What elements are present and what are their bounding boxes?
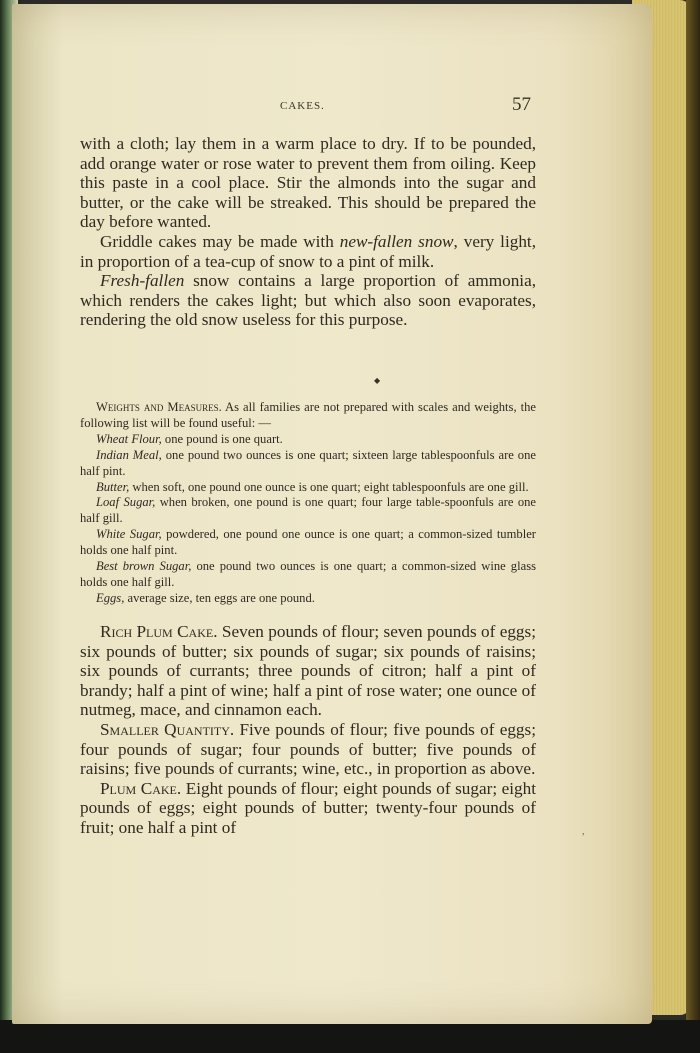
item-text: when soft, one pound one ounce is one quart; eight tablespoonfuls are one gill.	[129, 479, 529, 494]
paragraph-griddle-cakes	[80, 232, 536, 271]
recipe-text: Five pounds of flour; five pounds of eggs; four pounds of sugar; four pounds of butter; five pounds of raisins; five pounds of currants; wine, etc., in proportion as above.	[80, 719, 536, 779]
list-item	[80, 559, 536, 591]
list-item	[80, 448, 536, 480]
recipe-title: Smaller Quantity.	[100, 719, 235, 739]
scan-background	[0, 1020, 700, 1053]
item-name: Best brown Sugar,	[96, 559, 192, 574]
book-cover-edge	[686, 0, 700, 1053]
item-text: one pound two ounces is one quart; a common-sized wine glass holds one half gill.	[80, 559, 536, 589]
item-name: Wheat Flour,	[96, 431, 162, 446]
paragraph-fresh-snow	[80, 271, 536, 330]
list-item	[80, 527, 536, 559]
paragraph-text: Griddle cakes may be made with	[100, 231, 340, 251]
emphasis-text: Fresh-fallen	[100, 271, 185, 291]
item-text: one pound two ounces is one quart; sixteen large tablespoonfuls are one half pint.	[80, 447, 536, 478]
section-heading: Weights and Measures.	[96, 400, 222, 414]
running-head: CAKES.	[280, 100, 325, 112]
list-item	[80, 432, 536, 448]
body-text	[80, 134, 536, 330]
item-text: one pound is one quart.	[161, 431, 283, 446]
recipe-plum-cake	[80, 779, 536, 838]
paragraph-almond-paste: with a cloth; lay them in a warm place to dry. If to be pounded, add orange water or rose water to prevent them from oiling. Keep this paste in a cool place. Stir the almonds into the sugar and butter, or the cake will be streaked. This should be prepared the day before wanted.	[80, 134, 536, 232]
list-item	[80, 495, 536, 527]
item-name: Loaf Sugar,	[96, 495, 156, 510]
recipe-rich-plum-cake	[80, 622, 536, 720]
item-name: Indian Meal,	[96, 447, 162, 462]
recipe-title: Plum Cake.	[100, 778, 182, 798]
ink-mark: ,	[582, 826, 585, 837]
page-number: 57	[512, 94, 531, 115]
ink-mark: ◆	[374, 376, 381, 385]
item-name: White Sugar,	[96, 527, 162, 542]
recipe-text: Seven pounds of flour; seven pounds of eggs; six pounds of butter; six pounds of sugar; six pounds of raisins; six pounds of currants; three pounds of citron; half a pint of brandy; half a pint of wine; half a pint of rose water; one ounce of nutmeg, mace, and cinnamon each.	[80, 622, 536, 720]
item-text: powdered, one pound one ounce is one quart; a common-sized tumbler holds one half pint.	[80, 527, 536, 558]
list-item	[80, 591, 536, 607]
recipes-section	[80, 622, 536, 838]
weights-intro-text: As all families are not prepared with scales and weights, the following list will be found useful: —	[80, 400, 536, 430]
recipe-title: Rich Plum Cake.	[100, 622, 218, 641]
item-text: when broken, one pound is one quart; four large table-spoonfuls are one half gill.	[80, 495, 537, 526]
list-item	[80, 480, 536, 496]
item-name: Eggs,	[96, 590, 125, 605]
emphasis-text: new-fallen snow	[339, 231, 454, 251]
recipe-text: Eight pounds of flour; eight pounds of sugar; eight pounds of eggs; eight pounds of butter; twenty-four pounds of fruit; one half a pint of	[80, 778, 536, 837]
paragraph-text: snow contains a large proportion of ammonia, which renders the cakes light; but which also soon evaporates, rendering the old snow useless for this purpose.	[80, 271, 536, 330]
paragraph-text: , very light, in proportion of a tea-cup of snow to a pint of milk.	[80, 231, 536, 271]
weights-and-measures-section	[80, 400, 536, 607]
item-text: average size, ten eggs are one pound.	[124, 590, 315, 605]
weights-intro	[80, 400, 536, 432]
recipe-smaller-quantity	[80, 720, 536, 779]
item-name: Butter,	[96, 479, 130, 494]
